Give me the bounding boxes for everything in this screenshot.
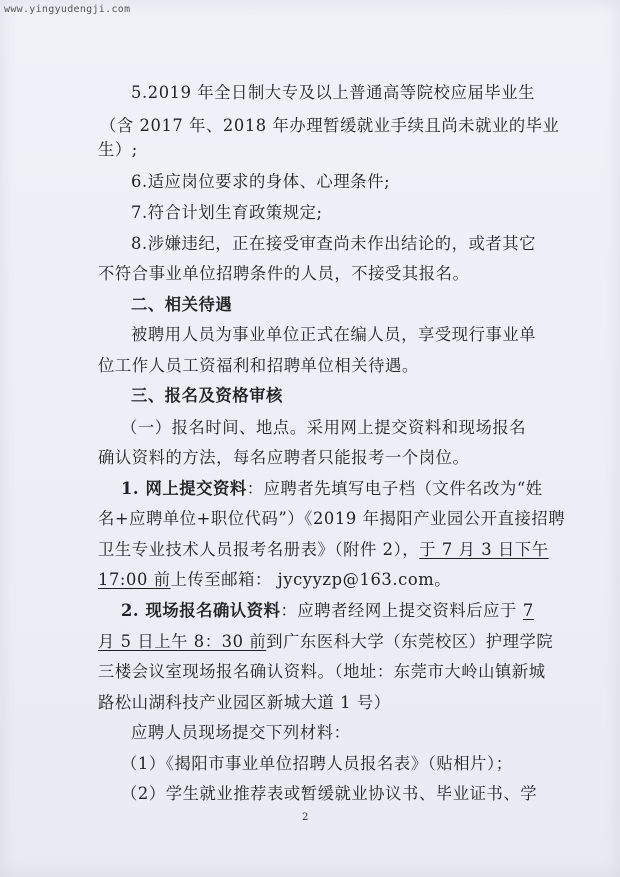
onsite-location-text: 到广东医科大学（东莞校区）护理学院 [266, 632, 554, 651]
sub-1-line-2: 确认资料的方法，每名应聘者只能报考一个岗位。 [98, 448, 470, 467]
onsite-confirm-line-3: 三楼会议室现场报名确认资料。（地址：东莞市大岭山镇新城 [98, 662, 546, 681]
material-item-2: （2）学生就业推荐表或暂缓就业协议书、毕业证书、学 [121, 784, 538, 803]
online-submit-text: ：应聘者先填写电子档（文件名改为“姓 [246, 479, 543, 498]
deadline-time-text: 17:00 前 [98, 570, 171, 589]
onsite-confirm-line-4: 路松山湖科技产业园区新城大道 1 号） [98, 693, 391, 712]
item-8-line-2: 不符合事业单位招聘条件的人员，不接受其报名。 [98, 264, 470, 283]
onsite-confirm-line-1 [121, 601, 534, 621]
item-7: 7.符合计划生育政策规定; [131, 203, 323, 222]
attachment-text: 卫生专业技术人员报考名册表》（附件 2）， [98, 540, 420, 559]
material-item-1: （1）《揭阳市事业单位招聘人员报名表》（贴相片）； [121, 754, 513, 773]
item-5-line-1: 5.2019 年全日制大专及以上普通高等院校应届毕业生 [131, 83, 535, 102]
online-submit-line-3 [98, 540, 549, 560]
section-3-heading: 三、报名及资格审核 [131, 386, 283, 405]
section-2-heading: 二、相关待遇 [131, 295, 233, 314]
onsite-deadline-text: 月 5 日上午 8：30 前 [98, 632, 267, 651]
onsite-confirm-text: ：应聘者经网上提交资料后应于 [280, 601, 517, 620]
item-5-line-2: （含 2017 年、2018 年办理暂缓就业手续且尚未就业的毕业 [100, 116, 560, 135]
online-submit-line-1 [121, 479, 543, 499]
online-submit-line-2: 名+应聘单位+职位代码”）《2019 年揭阳产业园公开直接招聘 [98, 509, 566, 528]
item-6: 6.适应岗位要求的身体、心理条件; [131, 172, 391, 191]
benefits-line-2: 位工作人员工资福利和招聘单位相关待遇。 [98, 356, 419, 375]
online-submit-line-4 [98, 570, 451, 590]
onsite-confirm-line-2 [98, 632, 553, 652]
sub-1-line-1: （一）报名时间、地点。采用网上提交资料和现场报名 [121, 418, 527, 437]
item-8-line-1: 8.涉嫌违纪，正在接受审查尚未作出结论的，或者其它 [131, 234, 537, 253]
onsite-confirm-label: 2. 现场报名确认资料 [121, 601, 281, 620]
deadline-date-text: 于 7 月 3 日下午 [419, 540, 549, 559]
item-5-line-3: 生）; [98, 140, 138, 159]
online-submit-label: 1. 网上提交资料 [121, 479, 247, 498]
site-watermark: www.yingyudengji.com [4, 4, 131, 15]
page-number: 2 [302, 812, 309, 823]
email-text: 上传至邮箱： jycyyzp@163.com。 [170, 570, 452, 589]
materials-intro: 应聘人员现场提交下列材料： [131, 723, 351, 742]
benefits-line-1: 被聘用人员为事业单位正式在编人员，享受现行事业单 [131, 325, 537, 344]
onsite-date-month: 7 [522, 601, 534, 620]
